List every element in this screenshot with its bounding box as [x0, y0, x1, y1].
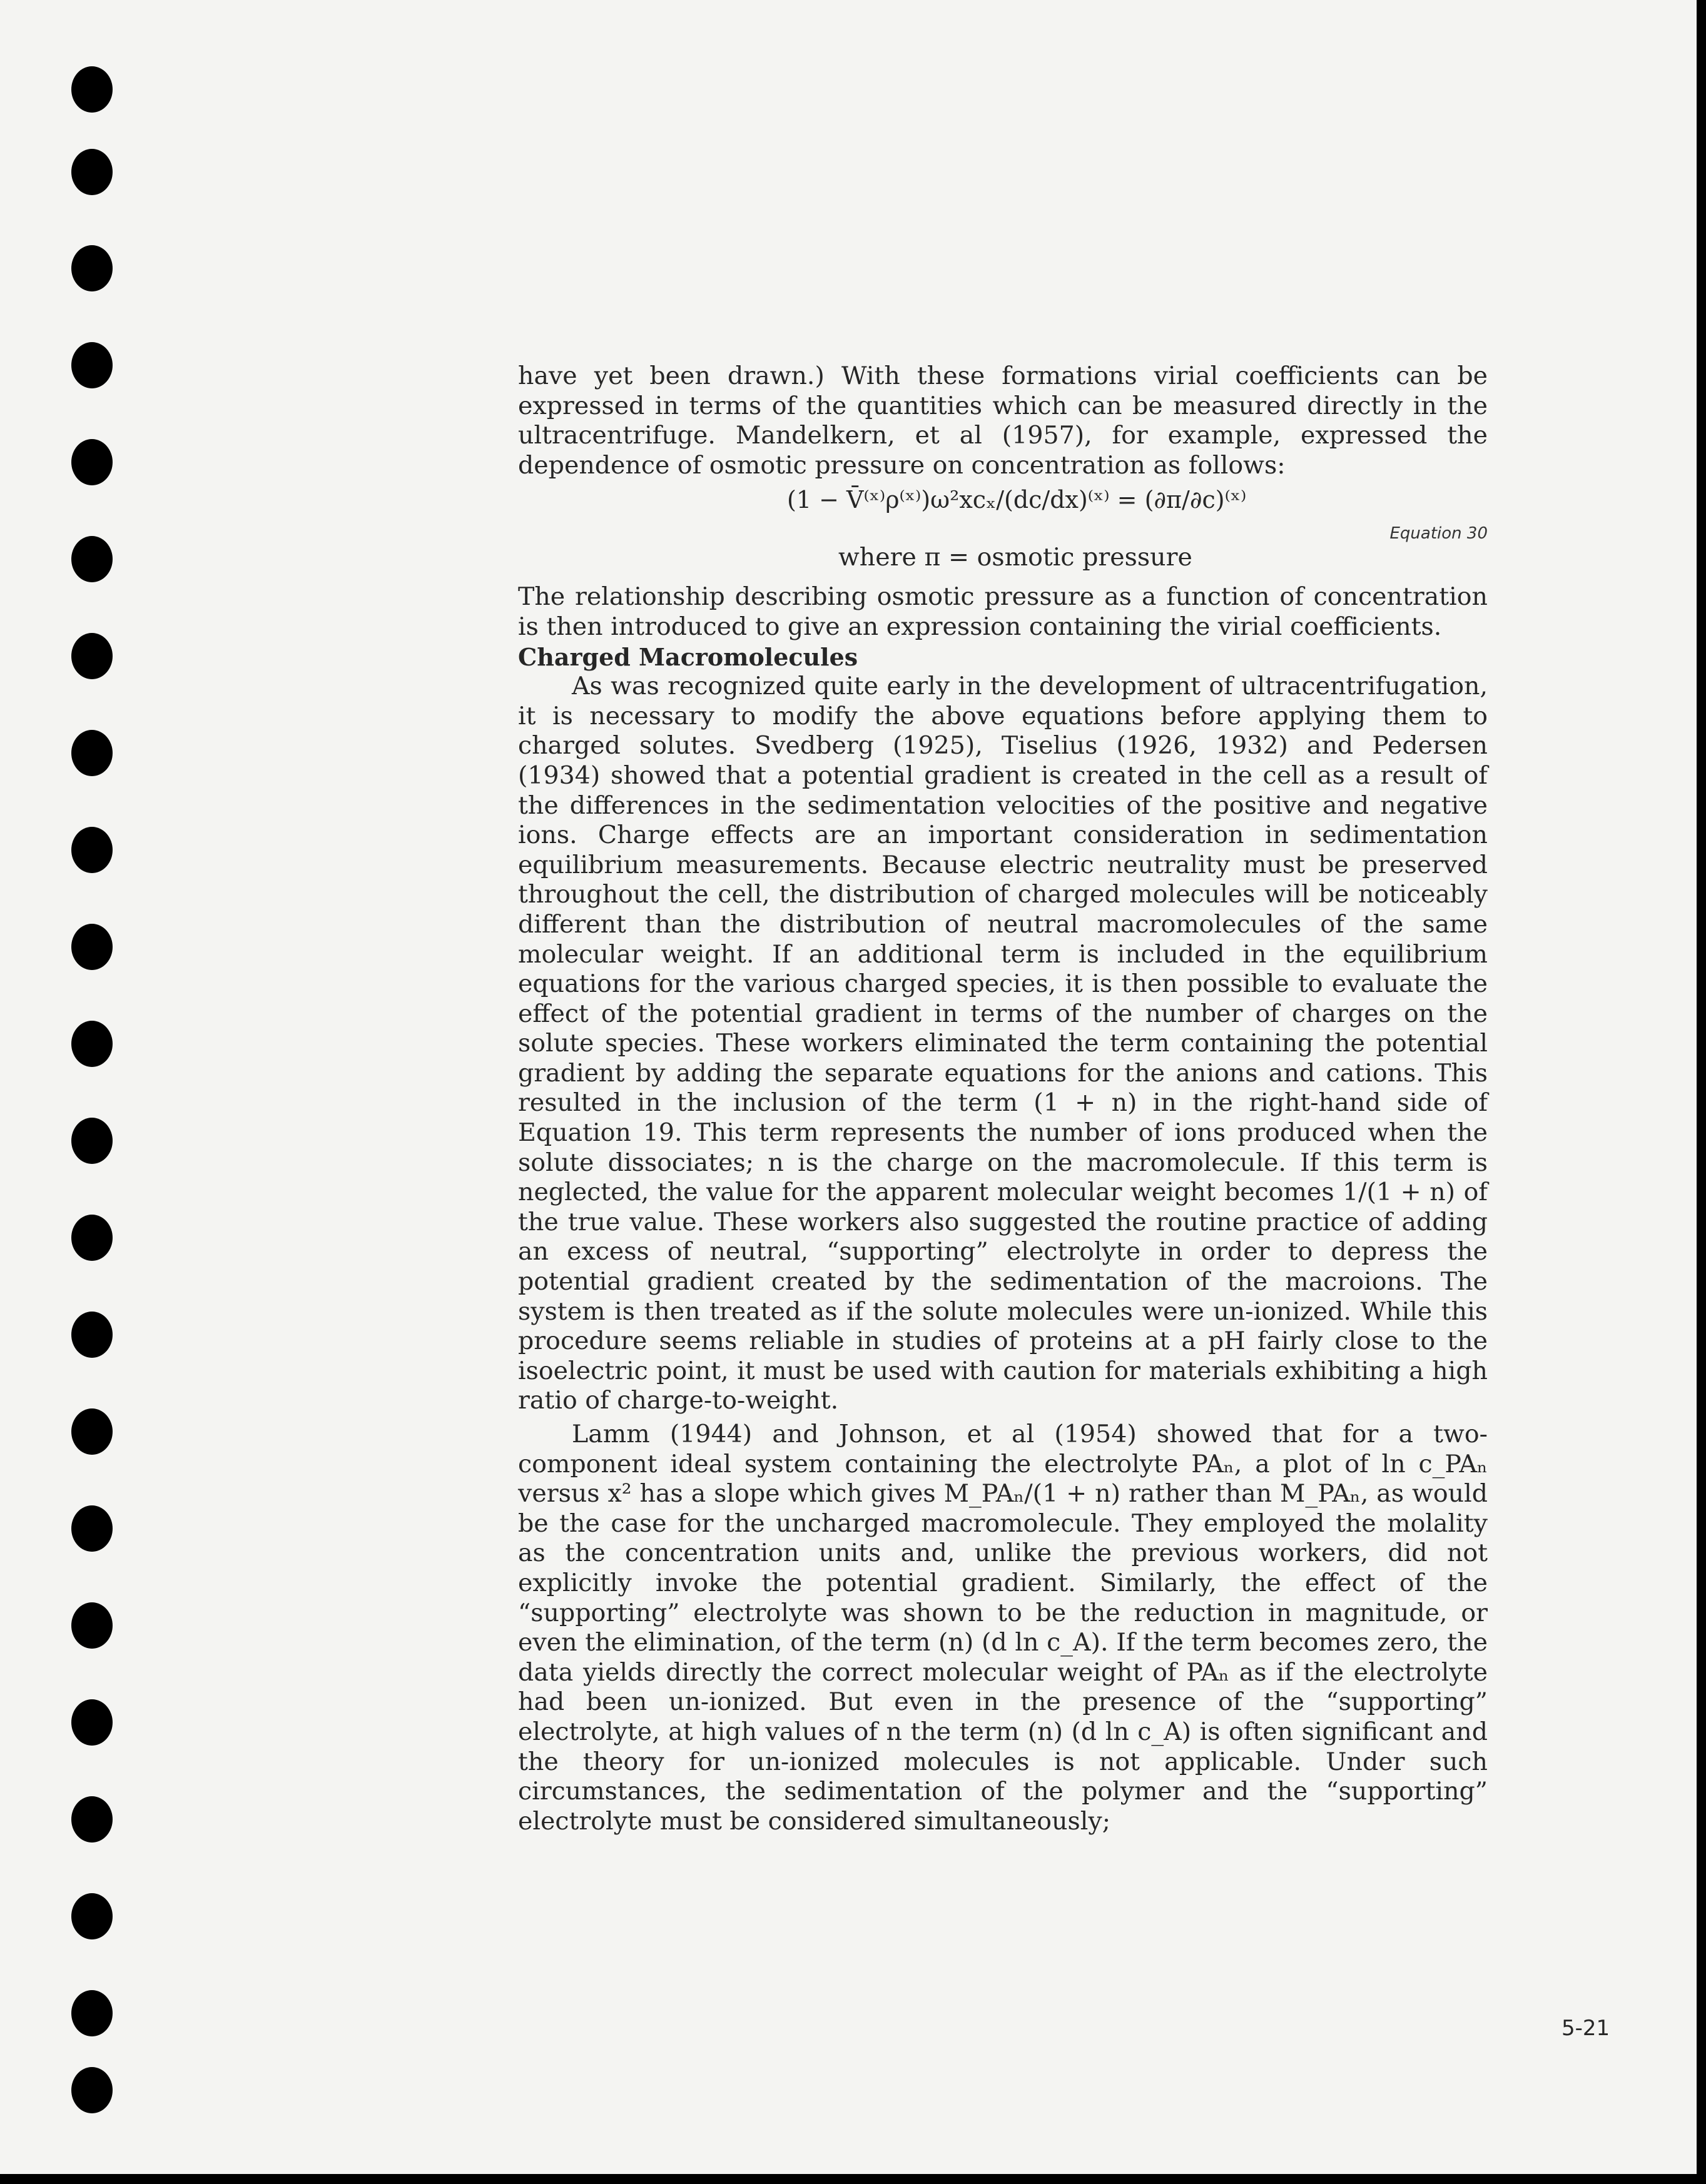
punch-hole	[71, 342, 113, 388]
punch-hole	[71, 439, 113, 485]
punch-hole	[71, 633, 113, 679]
punch-hole	[71, 730, 113, 776]
punch-hole	[71, 924, 113, 970]
equation-formula: (1 − V̄⁽ˣ⁾ρ⁽ˣ⁾)ω²xcₓ/(dc/dx)⁽ˣ⁾ = (∂π/∂c)⁽ˣ⁾	[787, 486, 1247, 514]
section-heading: Charged Macromolecules	[518, 642, 858, 671]
punch-hole	[71, 2067, 113, 2113]
equation-label: Equation 30	[1389, 524, 1488, 543]
body-text	[518, 361, 1488, 1836]
punch-hole	[71, 245, 113, 291]
punch-hole	[71, 827, 113, 873]
punch-hole	[71, 66, 113, 113]
punch-hole	[71, 1699, 113, 1746]
page-number: 5-21	[1561, 2016, 1610, 2041]
punch-hole	[71, 1408, 113, 1455]
punch-hole	[71, 1796, 113, 1843]
punch-hole	[71, 149, 113, 195]
binder-punch-holes	[0, 0, 125, 2174]
punch-hole	[71, 1215, 113, 1261]
punch-hole	[71, 1021, 113, 1067]
intro-paragraph: have yet been drawn.) With these formations virial coefficients can be expressed in terms of the quantities which can be measured directly in the ultracentrifuge. Mandelkern, et al (1957), for example, expressed the dependence of osmotic pressure on concentration as follows:	[518, 361, 1488, 480]
punch-hole	[71, 1118, 113, 1164]
punch-hole	[71, 1893, 113, 1939]
paragraph-lamm-johnson: Lamm (1944) and Johnson, et al (1954) showed that for a two-component ideal system containing the electrolyte PAₙ, a plot of ln c_PAₙ versus x² has a slope which gives M_PAₙ/(1 + n) rather than M_PAₙ, as would be the case for the uncharged macromolecule. They employed the molality as the concentration units and, unlike the previous workers, did not explicitly invoke the potential gradient. Similarly, the effect of the “supporting” electrolyte was shown to be the reduction in magnitude, or even the elimination, of the term (n) (d ln c_A). If the term becomes zero, the data yields directly the correct molecular weight of PAₙ as if the electrolyte had been un-ionized. But even in the presence of the “supporting” electrolyte, at high values of n the term (n) (d ln c_A) is often significant and the theory for un-ionized molecules is not applicable. Under such circumstances, the sedimentation of the polymer and the “supporting” electrolyte must be considered simultaneously;	[518, 1420, 1488, 1836]
punch-hole	[71, 1602, 113, 1649]
punch-hole	[71, 1505, 113, 1552]
punch-hole	[71, 1990, 113, 2036]
punch-hole	[71, 1312, 113, 1358]
equation-30-block	[518, 485, 1488, 575]
equation-where-clause: where π = osmotic pressure	[838, 543, 1192, 572]
relationship-paragraph: The relationship describing osmotic pressure as a function of concentration is then introduced to give an expression containing the virial coefficients.	[518, 582, 1488, 641]
paragraph-charged-solutes: As was recognized quite early in the development of ultracentrifugation, it is necessary to modify the above equations before applying them to charged solutes. Svedberg (1925), Tiselius (1926, 1932) and Pedersen (1934) showed that a potential gradient is created in the cell as a result of the differences in the sedimentation velocities of the positive and negative ions. Charge effects are an important consideration in sedimentation equilibrium measurements. Because electric neutrality must be preserved throughout the cell, the distribution of charged molecules will be noticeably different than the distribution of neutral macromolecules of the same molecular weight. If an additional term is included in the equilibrium equations for the various charged species, it is then possible to evaluate the effect of the potential gradient in terms of the number of charges on the solute species. These workers eliminated the term containing the potential gradient by adding the separate equations for the anions and cations. This resulted in the inclusion of the term (1 + n) in the right-hand side of Equation 19. This term represents the number of ions produced when the solute dissociates; n is the charge on the macromolecule. If this term is neglected, the value for the apparent molecular weight becomes 1/(1 + n) of the true value. These workers also suggested the routine practice of adding an excess of neutral, “supporting” electrolyte in order to depress the potential gradient created by the sedimentation of the macroions. The system is then treated as if the solute molecules were un-ionized. While this procedure seems reliable in studies of proteins at a pH fairly close to the isoelectric point, it must be used with caution for materials exhibiting a high ratio of charge-to-weight.	[518, 672, 1488, 1415]
punch-hole	[71, 536, 113, 582]
